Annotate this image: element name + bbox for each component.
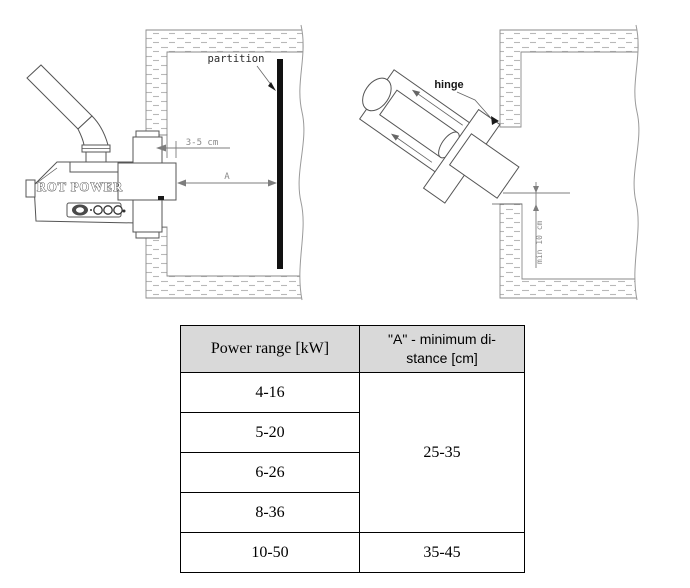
table-header-row: [181, 326, 525, 373]
header-minimum-distance-line1: "A" - minimum di-: [388, 331, 496, 347]
mounting-tab-top: [136, 131, 159, 137]
header-power-range: Power range [kW]: [181, 326, 360, 373]
clearance-label: min 10 cm: [535, 220, 544, 264]
a-arrow-right: [268, 180, 277, 187]
header-minimum-distance: [360, 326, 525, 373]
panel-knob-1: [94, 206, 102, 214]
power-cell: 10-50: [181, 533, 360, 573]
clearance-arrow-bottom: [533, 204, 539, 211]
table-row: [181, 373, 525, 413]
power-cell: 6-26: [181, 453, 360, 493]
boiler-wall-section: [500, 30, 638, 298]
figure-burner-installation: [0, 0, 345, 310]
gap-dimension-label: 3-5 cm: [185, 138, 219, 148]
a-dimension-label: A: [224, 172, 230, 182]
tube-marker: [158, 196, 164, 200]
partition-callout: [208, 53, 276, 91]
partition-arrow: [268, 82, 276, 91]
partition-bar: [277, 59, 283, 269]
power-cell: 5-20: [181, 413, 360, 453]
distance-cell: 35-45: [360, 533, 525, 573]
feed-duct: [27, 65, 92, 129]
power-distance-table: [180, 325, 525, 573]
power-cell: 4-16: [181, 373, 360, 413]
figure-burner-opened-on-hinge: [345, 0, 690, 310]
burner-tube: [118, 163, 176, 200]
header-minimum-distance-line2: stance [cm]: [406, 350, 478, 366]
hinge-label: hinge: [434, 79, 464, 91]
panel-knob-2: [104, 206, 112, 214]
a-arrow-left: [177, 180, 186, 187]
mounting-tab-bottom: [136, 232, 159, 238]
dimension-a: [177, 172, 277, 187]
power-cell: 8-36: [181, 493, 360, 533]
panel-display-center: [76, 207, 84, 212]
partition-label: partition: [207, 53, 265, 65]
brand-label: ROT POWER: [36, 180, 124, 194]
dimension-gap: [156, 134, 230, 158]
break-cover: [634, 25, 690, 300]
distance-cell-merged: 25-35: [360, 373, 525, 533]
panel-knob-3: [114, 206, 122, 214]
panel-dot-right: [123, 210, 126, 213]
cable-connector: [26, 180, 35, 197]
panel-dot: [90, 209, 92, 211]
break-cover: [299, 25, 345, 300]
wall-top: [500, 30, 638, 127]
clearance-arrow-top: [533, 186, 539, 193]
table-row: [181, 533, 525, 573]
wall-bottom: [500, 204, 638, 298]
control-panel: [67, 203, 126, 217]
